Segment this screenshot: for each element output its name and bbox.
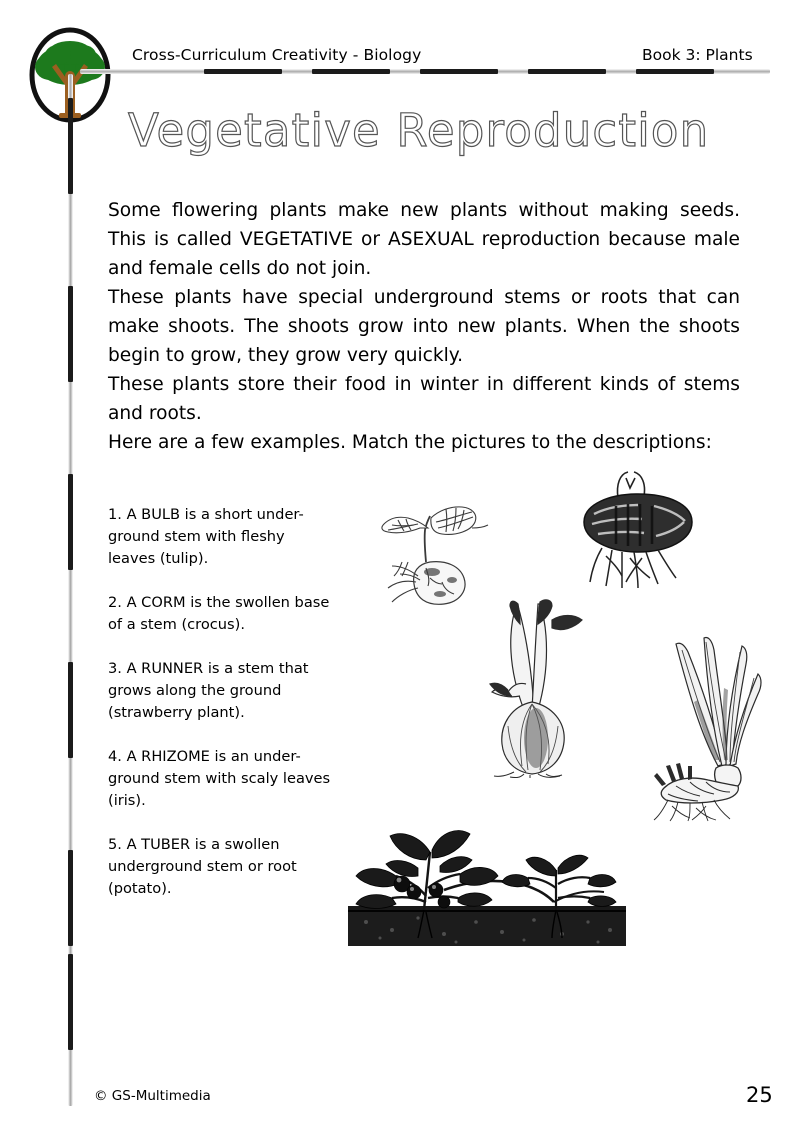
list-item: 2. A CORM is the swollen base of a stem (crocus). [108,594,330,633]
header-book-label: Book 3: Plants [642,46,753,64]
list-item: 5. A TUBER is a swollen underground stem or root (potato). [108,836,297,897]
sprouting-tuber-illustration [368,484,493,606]
page-title: Vegetative Reproduction [128,104,710,157]
bulb-illustration [478,598,596,778]
footer-copyright: © GS-Multimedia [94,1088,211,1104]
intro-text [108,196,740,457]
intro-instruction: Here are a few examples. Match the pictures to the descriptions: [108,432,712,453]
corm-illustration [572,466,702,591]
rhizome-illustration [646,630,771,822]
header-divider-rule [80,69,770,74]
header-course-title: Cross-Curriculum Creativity - Biology [132,46,422,64]
list-item: 1. A BULB is a short under-ground stem with fleshy leaves (tulip). [108,506,304,567]
page-number: 25 [746,1083,773,1107]
left-margin-rule [68,74,73,1106]
intro-paragraph-3: These plants store their food in winter in different kinds of stems and roots. [108,374,740,424]
description-list [108,504,336,900]
list-item: 4. A RHIZOME is an under-ground stem with scaly leaves (iris). [108,748,331,809]
intro-paragraph-2: These plants have special underground stems or roots that can make shoots. The shoots grow into new plants. When the shoots begin to grow, they grow very quickly. [108,287,740,366]
runner-illustration [348,818,626,946]
intro-paragraph-1: Some flowering plants make new plants without making seeds. This is called VEGETATIVE or ASEXUAL reproduction because male and female cells do not join. [108,200,740,279]
list-item: 3. A RUNNER is a stem that grows along the ground (strawberry plant). [108,660,309,721]
